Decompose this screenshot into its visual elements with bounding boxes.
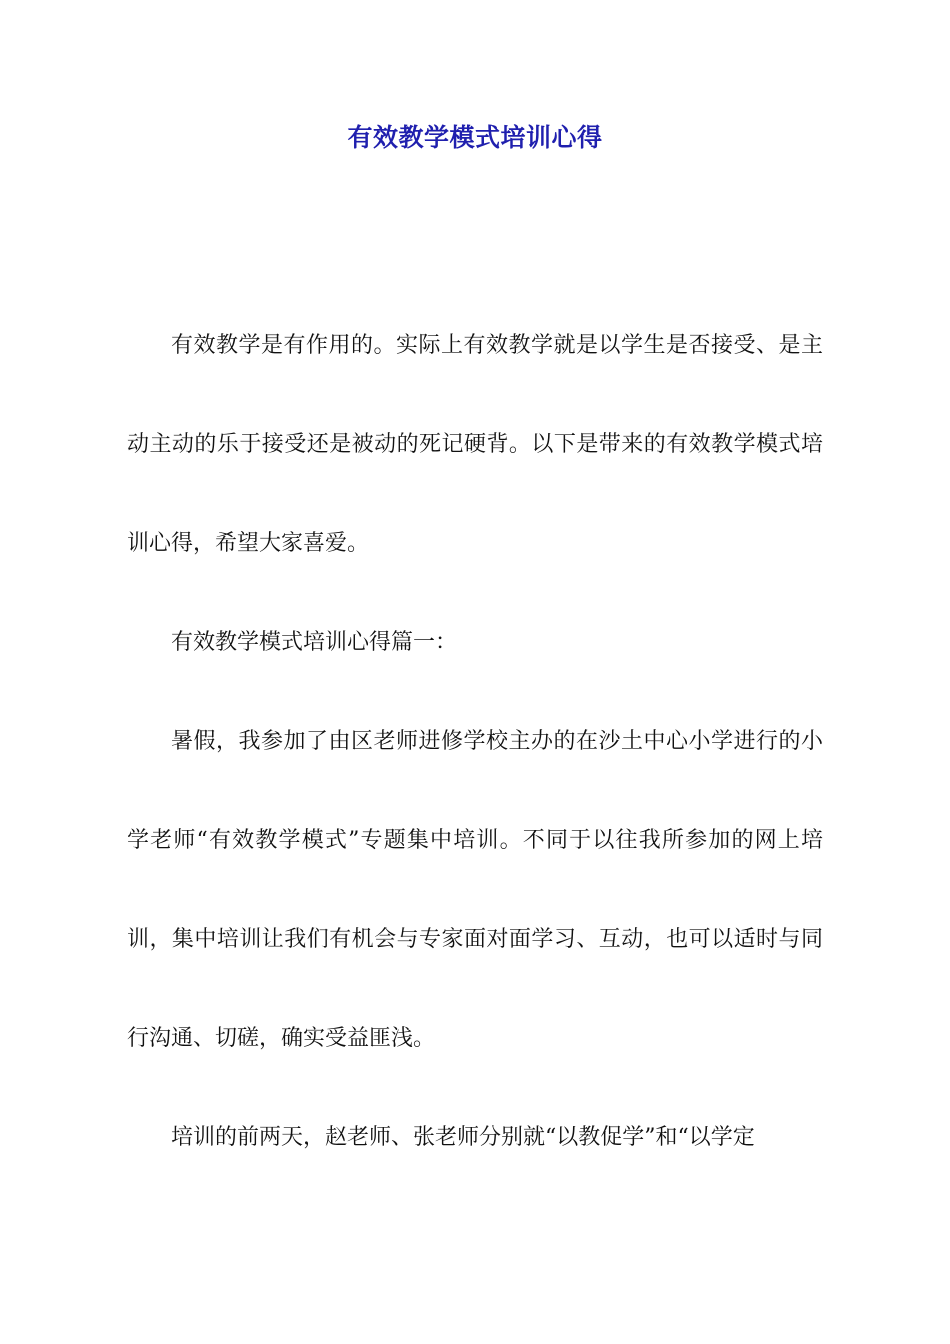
- paragraph-section-heading: 有效教学模式培训心得篇一：: [171, 630, 458, 655]
- paragraph-first-two-days: 培训的前两天，赵老师、张老师分别就“以教促学”和“以学定: [171, 1125, 755, 1150]
- paragraph-intro: 有效教学是有作用的。实际上有效教学就是以学生是否接受、是主动主动的乐于接受还是被动的死记硬背。以下是带来的有效教学模式培训心得，希望大家喜爱。: [127, 333, 823, 556]
- paragraph-summer-training: 暑假，我参加了由区老师进修学校主办的在沙土中心小学进行的小学老师“有效教学模式”专题集中培训。不同于以往我所参加的网上培训，集中培训让我们有机会与专家面对面学习、互动，也可以适时与同行沟通、切磋，确实受益匪浅。: [127, 729, 823, 1051]
- document-title: 有效教学模式培训心得: [347, 123, 603, 152]
- document-body: [127, 296, 823, 1187]
